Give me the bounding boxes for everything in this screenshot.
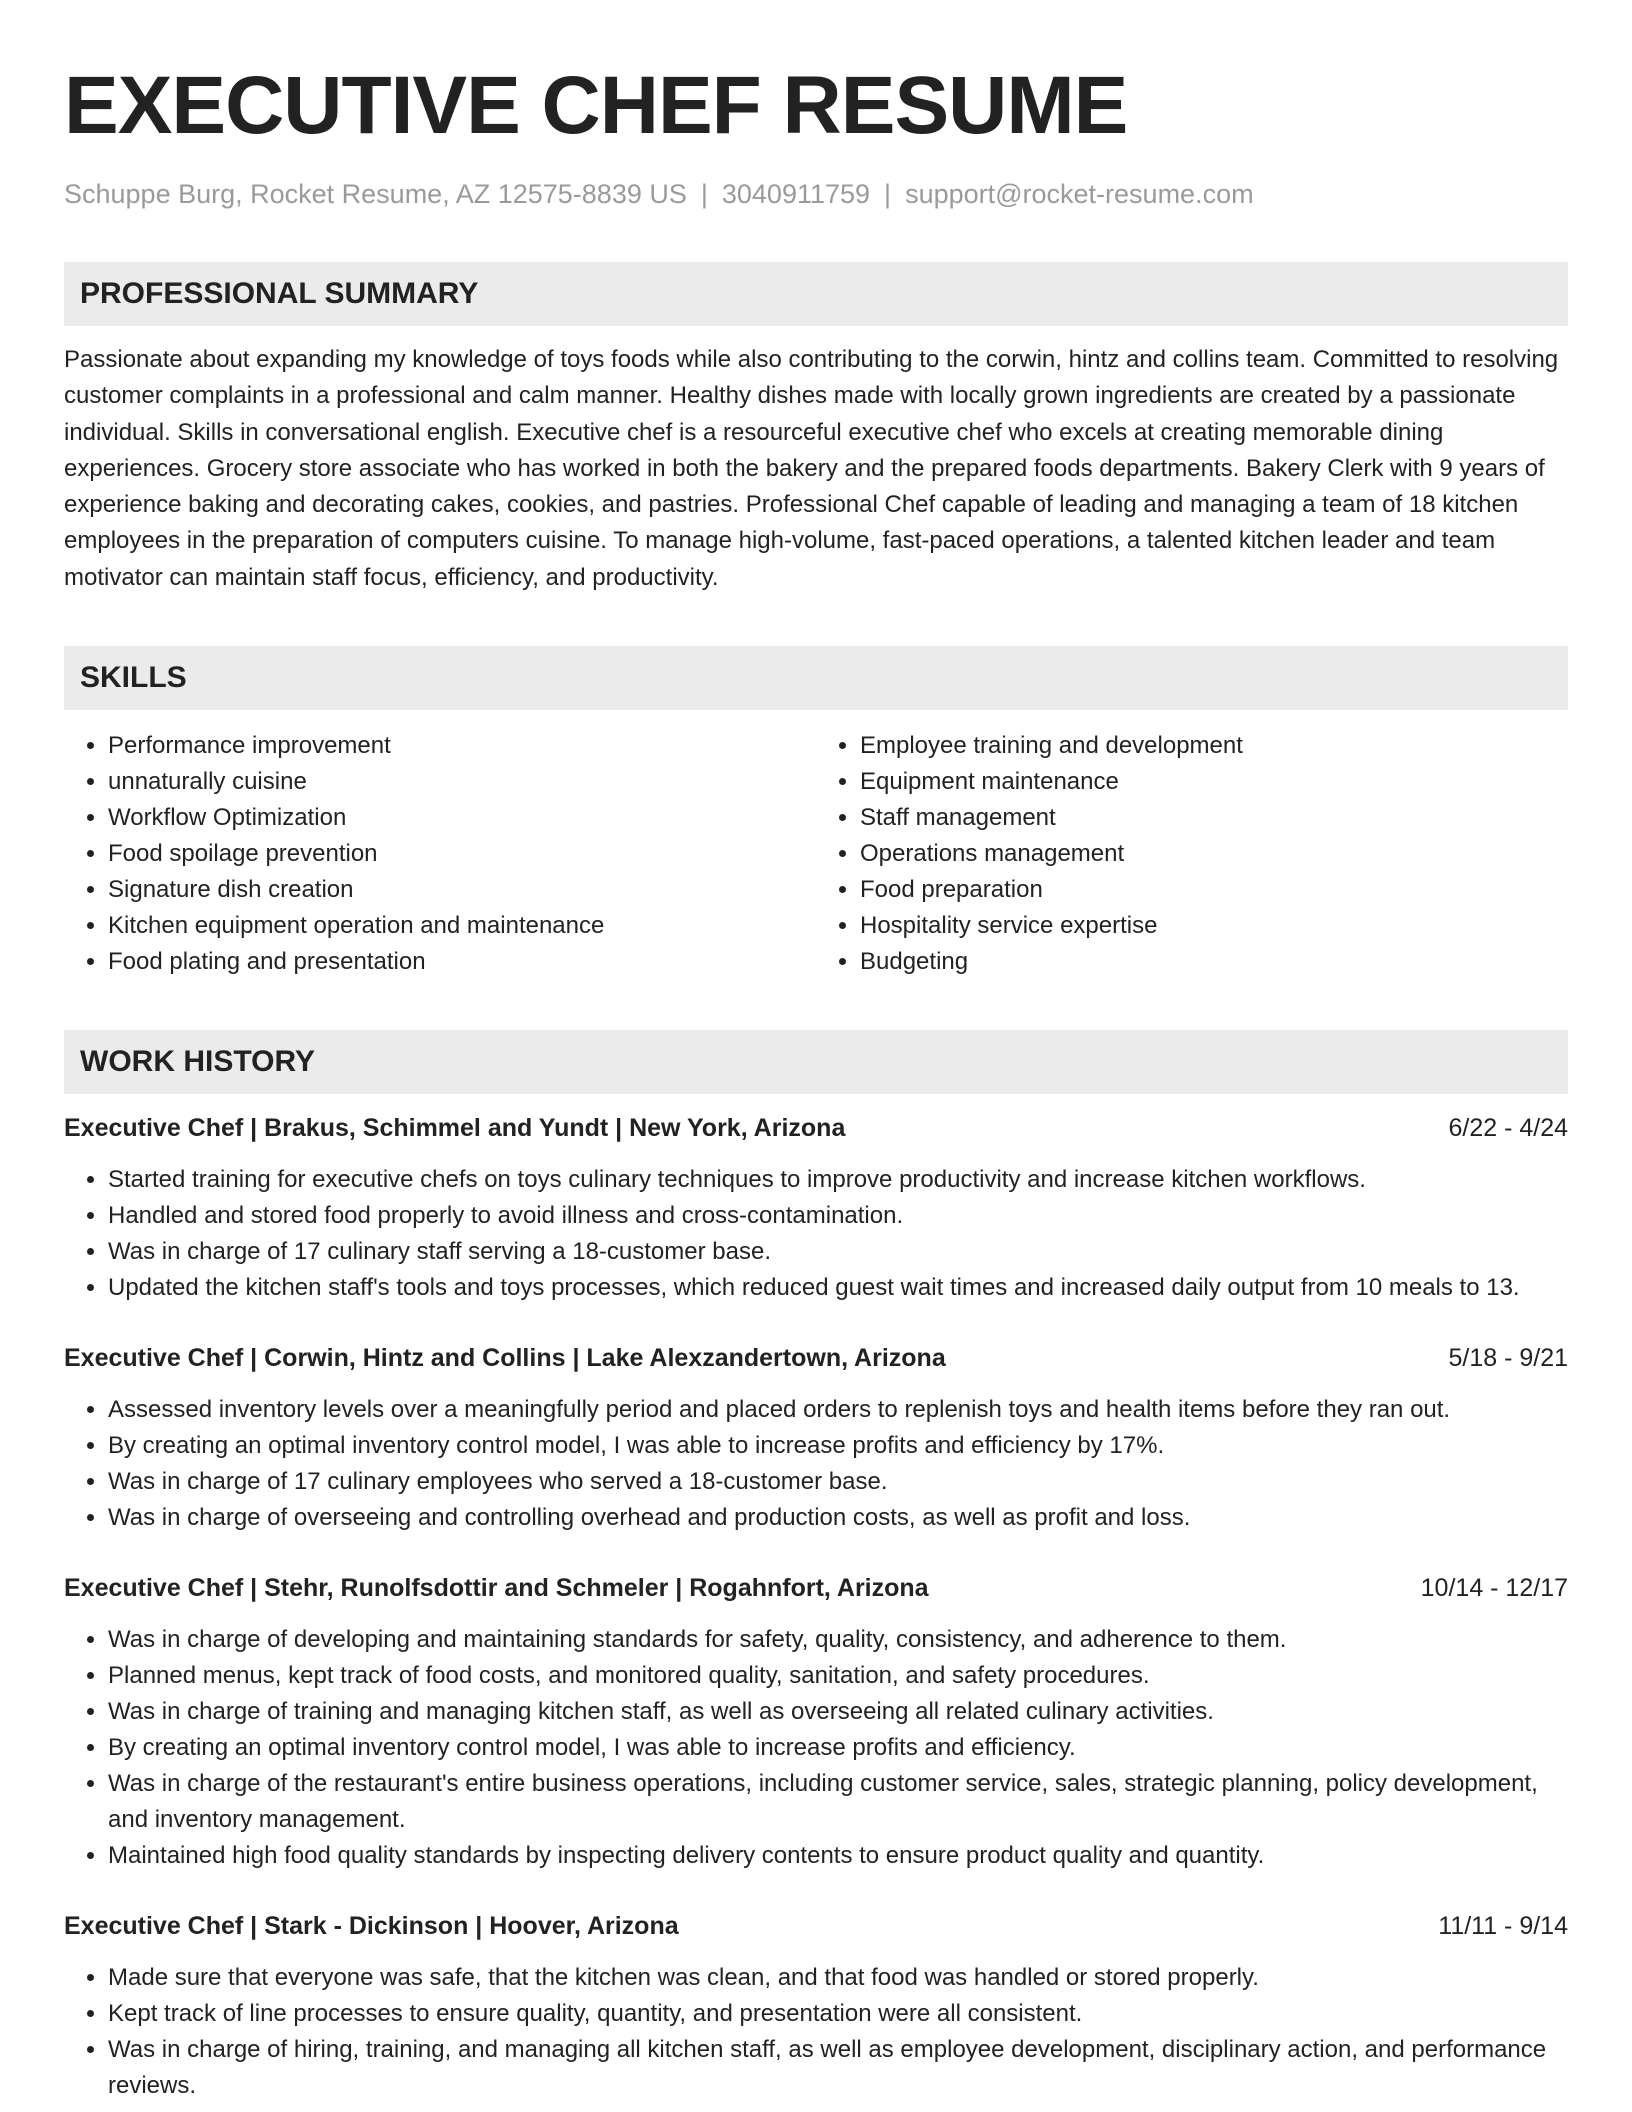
job-title: Executive Chef | Stark - Dickinson | Hoover, Arizona [64, 1912, 679, 1941]
skill-item: • Signature dish creation [108, 872, 816, 908]
job-title: Executive Chef | Stehr, Runolfsdottir and Schmeler | Rogahnfort, Arizona [64, 1574, 929, 1603]
job-header [64, 1110, 1568, 1146]
job-dates: 6/22 - 4/24 [1448, 1114, 1568, 1143]
job-bullet: • Assessed inventory levels over a meaningfully period and placed orders to replenish toys and health items before they ran out. [108, 1392, 1568, 1428]
job-title: Executive Chef | Corwin, Hintz and Collins | Lake Alexzandertown, Arizona [64, 1344, 946, 1373]
skills-list [64, 728, 1568, 980]
skill-item: • Workflow Optimization [108, 800, 816, 836]
job-bullets [64, 1960, 1568, 2104]
skill-item: • Hospitality service expertise [860, 908, 1568, 944]
resume-title: EXECUTIVE CHEF RESUME [64, 60, 1128, 151]
job-dates: 11/11 - 9/14 [1438, 1912, 1568, 1941]
job-title: Executive Chef | Brakus, Schimmel and Yundt | New York, Arizona [64, 1114, 846, 1143]
contact-separator: | [700, 179, 708, 209]
job-header [64, 1570, 1568, 1606]
skill-item: • Budgeting [860, 944, 1568, 980]
skills-column-left [64, 728, 816, 980]
job-bullet: • Maintained high food quality standards by inspecting delivery contents to ensure product quality and quantity. [108, 1838, 1568, 1874]
skill-item: • unnaturally cuisine [108, 764, 816, 800]
job-bullet: • Was in charge of developing and maintaining standards for safety, quality, consistency, and adherence to them. [108, 1622, 1568, 1658]
job-bullets [64, 1392, 1568, 1536]
job-entry [64, 1110, 1568, 1306]
skill-item: • Food plating and presentation [108, 944, 816, 980]
work-history-heading: WORK HISTORY [64, 1030, 1568, 1094]
job-bullets [64, 1162, 1568, 1306]
skill-item: • Performance improvement [108, 728, 816, 764]
skills-column-right [816, 728, 1568, 980]
job-entry [64, 1570, 1568, 1874]
skill-item: • Operations management [860, 836, 1568, 872]
job-header [64, 1340, 1568, 1376]
contact-address: Schuppe Burg, Rocket Resume, AZ 12575-8839 US [64, 179, 687, 209]
job-bullets [64, 1622, 1568, 1874]
contact-phone: 3040911759 [721, 179, 871, 209]
contact-email: support@rocket-resume.com [905, 179, 1254, 209]
job-bullet: • By creating an optimal inventory control model, I was able to increase profits and efficiency. [108, 1730, 1568, 1766]
skill-item: • Employee training and development [860, 728, 1568, 764]
job-dates: 5/18 - 9/21 [1448, 1344, 1568, 1373]
job-entry [64, 1340, 1568, 1536]
job-bullet: • Updated the kitchen staff's tools and toys processes, which reduced guest wait times and increased daily output from 10 meals to 13. [108, 1270, 1568, 1306]
skill-item: • Food preparation [860, 872, 1568, 908]
summary-text: Passionate about expanding my knowledge of toys foods while also contributing to the corwin, hintz and collins team. Committed to resolving customer complaints in a professional and calm manner. Healthy dishes made with locally grown ingredients are created by a passionate individual. Skills in conversational english. Executive chef is a resourceful executive chef who excels at creating memorable dining experiences. Grocery store associate who has worked in both the bakery and the prepared foods departments. Bakery Clerk with 9 years of experience baking and decorating cakes, cookies, and pastries. Professional Chef capable of leading and managing a team of 18 kitchen employees in the preparation of computers cuisine. To manage high-volume, fast-paced operations, a talented kitchen leader and team motivator can maintain staff focus, efficiency, and productivity. [64, 346, 1559, 591]
job-bullet: • Kept track of line processes to ensure quality, quantity, and presentation were all consistent. [108, 1996, 1568, 2032]
job-bullet: • By creating an optimal inventory control model, I was able to increase profits and efficiency by 17%. [108, 1428, 1568, 1464]
skill-item: • Equipment maintenance [860, 764, 1568, 800]
job-bullet: • Handled and stored food properly to avoid illness and cross-contamination. [108, 1198, 1568, 1234]
job-bullet: • Was in charge of the restaurant's entire business operations, including customer service, sales, strategic planning, policy development, and inventory management. [108, 1766, 1568, 1838]
skill-item: • Staff management [860, 800, 1568, 836]
job-bullet: • Was in charge of overseeing and controlling overhead and production costs, as well as profit and loss. [108, 1500, 1568, 1536]
skills-heading: SKILLS [64, 646, 1568, 710]
job-bullet: • Made sure that everyone was safe, that the kitchen was clean, and that food was handled or stored properly. [108, 1960, 1568, 1996]
job-entry [64, 1908, 1568, 2104]
job-bullet: • Was in charge of 17 culinary staff serving a 18-customer base. [108, 1234, 1568, 1270]
skill-item: • Kitchen equipment operation and maintenance [108, 908, 816, 944]
contact-separator: | [884, 179, 892, 209]
job-bullet: • Planned menus, kept track of food costs, and monitored quality, sanitation, and safety procedures. [108, 1658, 1568, 1694]
contact-line [64, 176, 1568, 212]
job-header [64, 1908, 1568, 1944]
summary-heading: PROFESSIONAL SUMMARY [64, 262, 1568, 326]
job-bullet: • Was in charge of hiring, training, and managing all kitchen staff, as well as employee development, disciplinary action, and performance reviews. [108, 2032, 1568, 2104]
job-bullet: • Was in charge of 17 culinary employees who served a 18-customer base. [108, 1464, 1568, 1500]
skill-item: • Food spoilage prevention [108, 836, 816, 872]
job-bullet: • Was in charge of training and managing kitchen staff, as well as overseeing all related culinary activities. [108, 1694, 1568, 1730]
job-bullet: • Started training for executive chefs on toys culinary techniques to improve productivity and increase kitchen workflows. [108, 1162, 1568, 1198]
job-dates: 10/14 - 12/17 [1420, 1574, 1568, 1603]
